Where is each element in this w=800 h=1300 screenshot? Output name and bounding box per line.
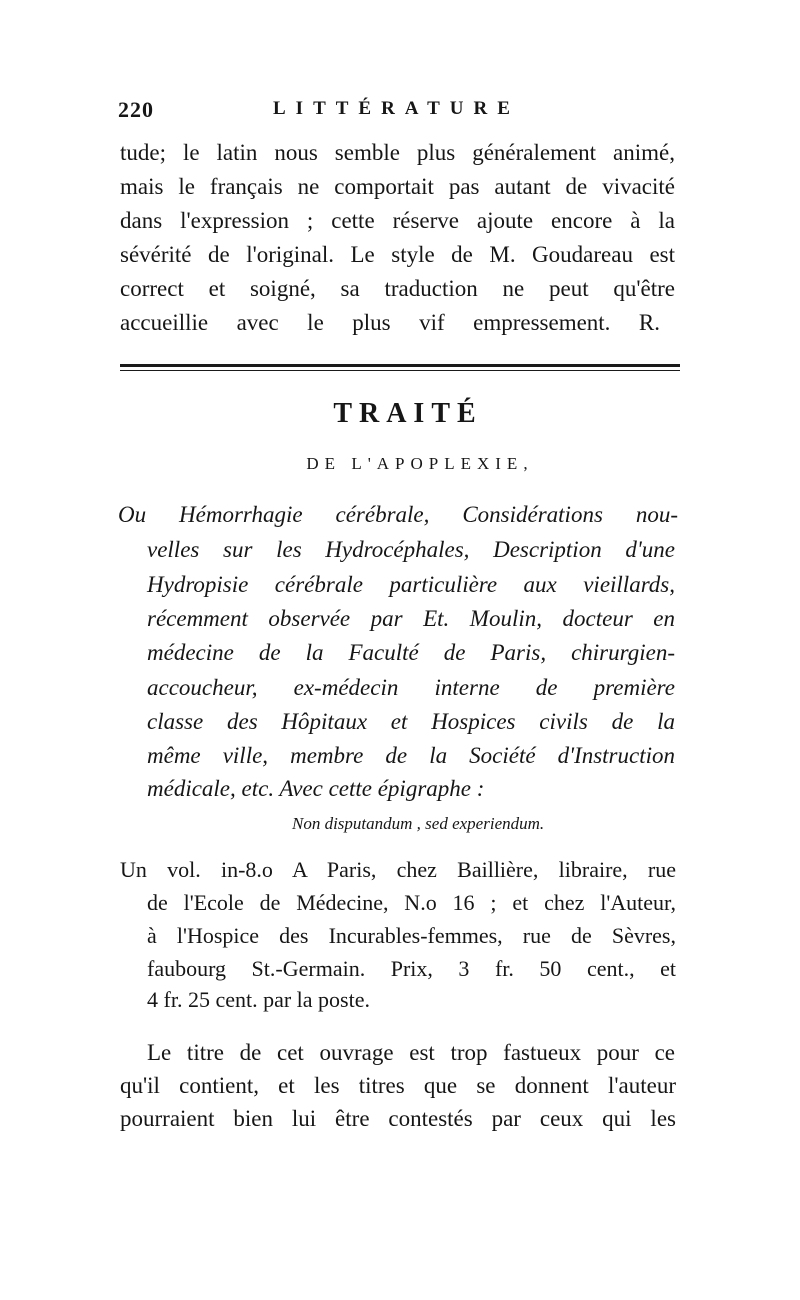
description-line: classe des Hôpitaux et Hospices civils de la: [147, 709, 675, 734]
body-line: Le titre de cet ouvrage est trop fastueux pour ce: [147, 1040, 675, 1065]
edition-line: de l'Ecole de Médecine, N.o 16 ; et chez l'Auteur,: [147, 890, 676, 915]
description-line: médecine de la Faculté de Paris, chirurgien-: [147, 640, 675, 665]
text-line: tude; le latin nous semble plus généralement animé,: [120, 140, 675, 165]
text-line: accueillie avec le plus vif empressement. R.: [120, 310, 660, 335]
description-line: Ou Hémorrhagie cérébrale, Considérations nou-: [118, 502, 678, 527]
edition-line: à l'Hospice des Incurables-femmes, rue de Sèvres,: [147, 923, 676, 948]
body-line: qu'il contient, et les titres que se donnent l'auteur: [120, 1073, 676, 1098]
section-divider-thick: [120, 364, 680, 367]
edition-line: 4 fr. 25 cent. par la poste.: [147, 987, 370, 1012]
text-line: dans l'expression ; cette réserve ajoute encore à la: [120, 208, 675, 233]
page-header: [118, 97, 678, 127]
description-line: récemment observée par Et. Moulin, docteur en: [147, 606, 675, 631]
running-title: LITTÉRATURE: [273, 98, 520, 119]
description-line: Hydropisie cérébrale particulière aux vieillards,: [147, 572, 675, 597]
text-line: sévérité de l'original. Le style de M. Goudareau est: [120, 242, 675, 267]
body-line: pourraient bien lui être contestés par ceux qui les: [120, 1106, 676, 1131]
section-divider-thin: [120, 370, 680, 371]
epigraph: Non disputandum , sed experiendum.: [292, 814, 545, 833]
edition-line: Un vol. in-8.o A Paris, chez Baillière, libraire, rue: [120, 857, 676, 882]
description-line: velles sur les Hydrocéphales, Description d'une: [147, 537, 675, 562]
text-line: mais le français ne comportait pas autant de vivacité: [120, 174, 675, 199]
description-line: même ville, membre de la Société d'Instruction: [147, 743, 675, 768]
description-line: accoucheur, ex-médecin interne de première: [147, 675, 675, 700]
article-title: TRAITÉ: [333, 398, 483, 429]
edition-line: faubourg St.-Germain. Prix, 3 fr. 50 cent., et: [147, 956, 676, 981]
description-line: médicale, etc. Avec cette épigraphe :: [147, 776, 485, 801]
page-number: 220: [118, 97, 154, 122]
text-line: correct et soigné, sa traduction ne peut qu'être: [120, 276, 675, 301]
article-subtitle: DE L'APOPLEXIE,: [306, 454, 534, 473]
